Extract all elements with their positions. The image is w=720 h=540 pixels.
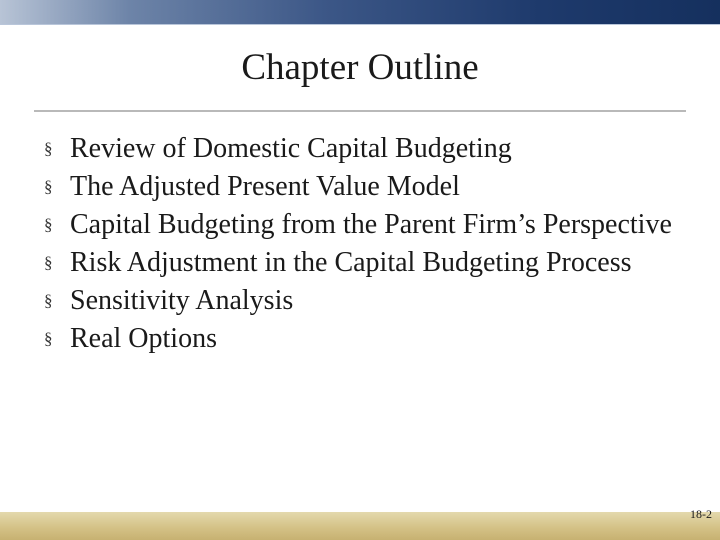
- bullet-marker-icon: §: [44, 215, 53, 234]
- header-bar: [0, 0, 720, 24]
- bullet-marker-icon: §: [44, 291, 53, 310]
- bullet-item: [44, 320, 694, 358]
- bullet-list: [44, 130, 694, 358]
- bullet-marker-icon: §: [44, 329, 53, 348]
- bullet-text: Review of Domestic Capital Budgeting: [70, 133, 512, 164]
- bullet-text: Real Options: [70, 323, 217, 354]
- bullet-text: Risk Adjustment in the Capital Budgeting Process: [70, 247, 632, 278]
- bullet-marker-icon: §: [44, 139, 53, 158]
- bullet-text: Capital Budgeting from the Parent Firm’s Perspective: [70, 209, 672, 240]
- slide-title: Chapter Outline: [241, 47, 479, 88]
- slide-number: 18-2: [690, 507, 712, 521]
- title-divider: [34, 110, 686, 112]
- bullet-text: The Adjusted Present Value Model: [70, 171, 460, 202]
- bullet-item: [44, 206, 694, 244]
- bullet-text: Sensitivity Analysis: [70, 285, 294, 316]
- bullet-marker-icon: §: [44, 177, 53, 196]
- bullet-item: [44, 168, 694, 206]
- bullet-marker-icon: §: [44, 253, 53, 272]
- footer-bar: [0, 512, 720, 540]
- bullet-item: [44, 282, 694, 320]
- bullet-item: [44, 244, 694, 282]
- bullet-item: [44, 130, 694, 168]
- header-bar-edge: [0, 24, 720, 25]
